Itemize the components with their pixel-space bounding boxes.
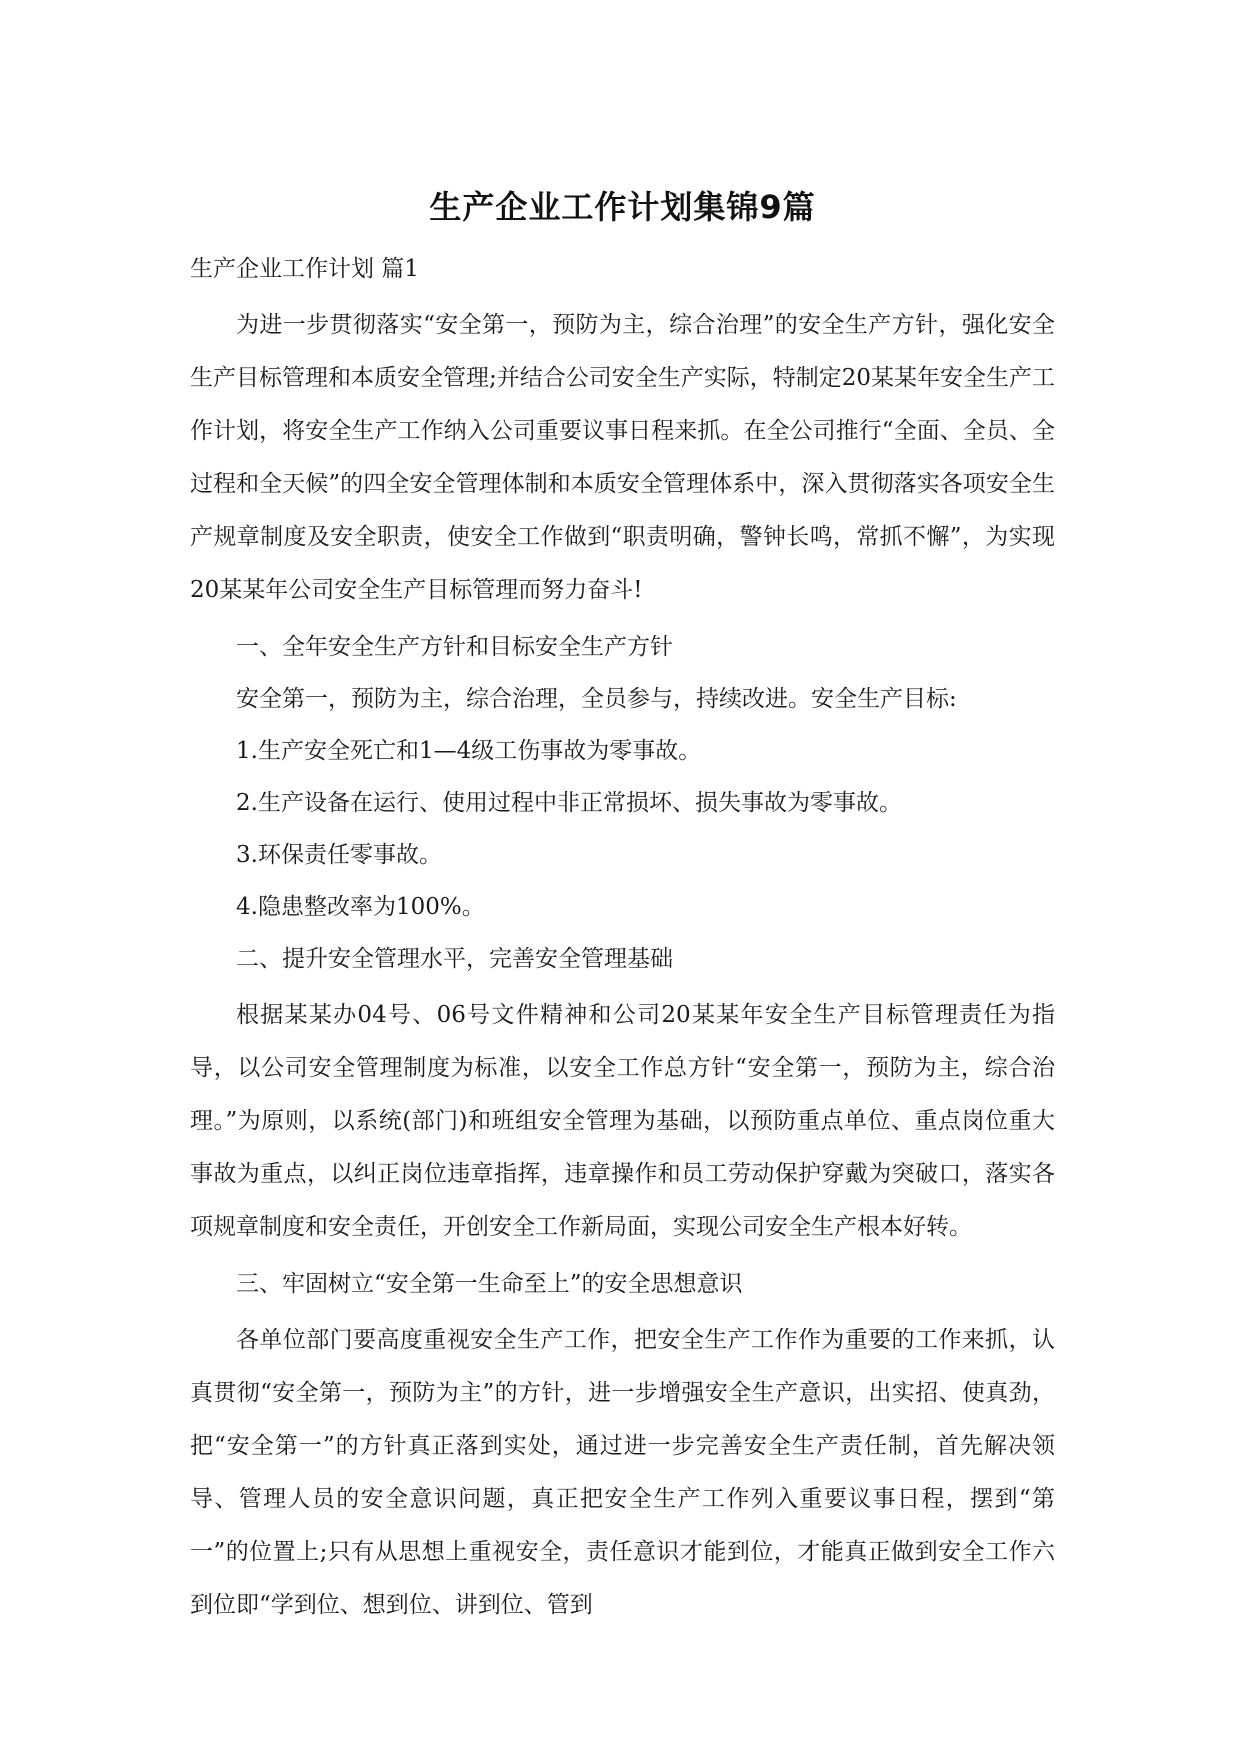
heading-2: 二、提升安全管理水平，完善安全管理基础 bbox=[236, 946, 673, 972]
heading-3: 三、牢固树立“安全第一生命至上”的安全思想意识 bbox=[236, 1271, 743, 1297]
heading-1: 一、全年安全生产方针和目标安全生产方针 bbox=[236, 634, 673, 660]
goal-intro: 安全第一，预防为主，综合治理，全员参与，持续改进。安全生产目标: bbox=[236, 686, 957, 712]
awareness-paragraph: 各单位部门要高度重视安全生产工作，把安全生产工作作为重要的工作来抓，认真贯彻“安全第一，预防为主”的方针，进一步增强安全生产意识，出实招、使真劲，把“安全第一”的方针真正落到实处，通过进一步完善安全生产责任制，首先解决领导、管理人员的安全意识问题，真正把安全生产工作列入重要议事日程，摆到“第一”的位置上;只有从思想上重视安全，责任意识才能到位，才能真正做到安全工作六到位即“学到位、想到位、讲到位、管到 bbox=[190, 1327, 1055, 1618]
document-page bbox=[190, 185, 1055, 1640]
management-paragraph: 根据某某办04号、06号文件精神和公司20某某年安全生产目标管理责任为指导，以公司安全管理制度为标准，以安全工作总方针“安全第一，预防为主，综合治理。”为原则，以系统(部门)和班组安全管理为基础，以预防重点单位、重点岗位重大事故为重点，以纠正岗位违章指挥，违章操作和员工劳动保护穿戴为突破口，落实各项规章制度和安全责任，开创安全工作新局面，实现公司安全生产根本好转。 bbox=[190, 1002, 1055, 1240]
goal-item-2: 2.生产设备在运行、使用过程中非正常损坏、损失事故为零事故。 bbox=[236, 790, 902, 816]
intro-paragraph: 为进一步贯彻落实“安全第一，预防为主，综合治理”的安全生产方针，强化安全生产目标管理和本质安全管理;并结合公司安全生产实际，特制定20某某年安全生产工作计划，将安全生产工作纳入公司重要议事日程来抓。在全公司推行“全面、全员、全过程和全天候”的四全安全管理体制和本质安全管理体系中，深入贯彻落实各项安全生产规章制度及安全职责，使安全工作做到“职责明确，警钟长鸣，常抓不懈”，为实现20某某年公司安全生产目标管理而努力奋斗! bbox=[190, 312, 1056, 603]
section-heading: 生产企业工作计划 篇1 bbox=[190, 256, 419, 282]
goal-item-3: 3.环保责任零事故。 bbox=[236, 842, 442, 868]
document-title: 生产企业工作计划集锦9篇 bbox=[429, 188, 816, 226]
goal-item-1: 1.生产安全死亡和1—4级工伤事故为零事故。 bbox=[236, 738, 702, 764]
goal-item-4: 4.隐患整改率为100%。 bbox=[236, 894, 485, 920]
